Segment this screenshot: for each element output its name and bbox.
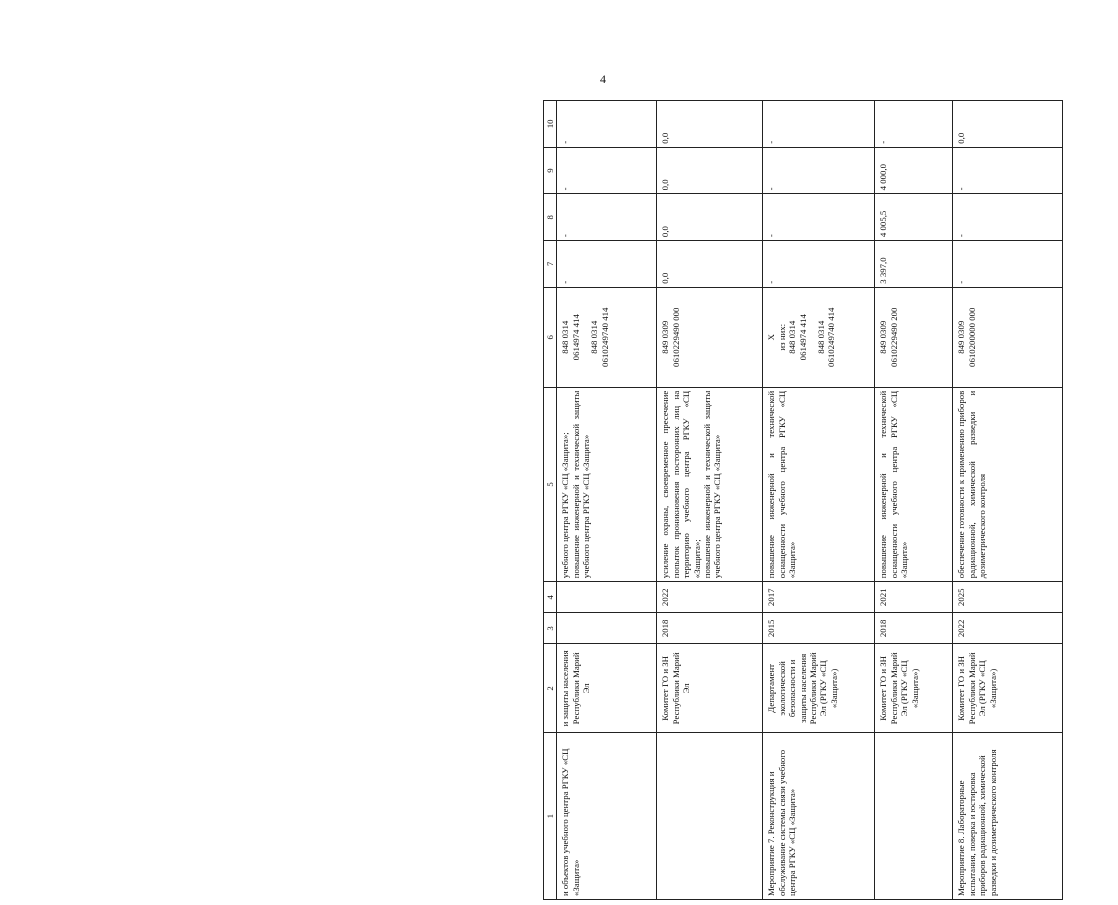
cell-col2: Комитет ГО и ЗН Республики Марий Эл [657,644,763,733]
cell-col8: 0,0 [657,194,763,241]
cell-line: 848 0314 [560,320,571,354]
header-cell: 5 [544,387,557,581]
cell-col9: - [763,147,875,194]
cell-col3: 2015 [763,613,875,644]
cell-col3 [557,613,657,644]
cell-col6 [953,287,1063,387]
cell-line: 848 0314 [787,320,798,354]
table-row [763,101,875,900]
cell-col10: - [763,101,875,148]
cell-col8: - [557,194,657,241]
header-cell: 7 [544,241,557,288]
header-cell: 2 [544,644,557,733]
cell-col8: - [953,194,1063,241]
cell-col4: 2022 [657,582,763,613]
cell-col1: Мероприятие 8. Лабораторные испытания, поверка и юстировка приборов радиационной, химической разведки и дозиметрического контроля [953,733,1063,900]
cell-col2: Департамент экологической безопасности и защиты населения Республики Марий Эл (РГКУ «СЦ «Защита») [763,644,875,733]
cell-col3: 2018 [657,613,763,644]
header-cell: 9 [544,147,557,194]
cell-col2: и защиты населения Республики Марий Эл [557,644,657,733]
cell-col5 [557,387,657,581]
cell-line [808,291,816,384]
cell-line: 849 0309 [956,320,967,354]
cell-col3: 2018 [875,613,953,644]
cell-col10: - [875,101,953,148]
cell-line: повышение инженерной и технической оснащенности учебного центра РГКУ «СЦ «Защита» [878,390,910,579]
header-cell: 6 [544,287,557,387]
cell-line: из них: [776,323,787,351]
cell-line: 0610229490 000 [670,307,681,367]
table-row [557,101,657,900]
cell-line: 849 0309 [660,320,671,354]
cell-line: 0614974 414 [570,314,581,361]
header-row [544,101,557,900]
cell-line: повышение инженерной и технической защиты учебного центра РГКУ «СЦ «Защита» [570,390,592,579]
cell-line: 0610249740 414 [599,307,610,367]
cell-col5 [657,387,763,581]
cell-line: 0610200000 000 [966,307,977,367]
cell-col9: - [557,147,657,194]
cell-col1 [875,733,953,900]
cell-line: повышение инженерной и технической защиты учебного центра РГКУ «СЦ «Защита» [701,390,723,579]
cell-col6 [657,287,763,387]
cell-line: 848 0314 [589,320,600,354]
cell-col2: Комитет ГО и ЗН Республики Марий Эл (РГКУ «СЦ «Защита») [953,644,1063,733]
cell-col1: Мероприятие 7. Реконструкция и обслуживание системы связи учебного центра РГКУ «СЦ «Защита» [763,733,875,900]
cell-col6 [875,287,953,387]
page-number: 4 [600,72,606,86]
cell-line: обеспечение готовности к применению приборов радиационной, химической разведки и дозиметрического контроля [956,390,988,579]
header-cell: 3 [544,613,557,644]
table-row [657,101,763,900]
table-row [875,101,953,900]
cell-col7: 3 397,0 [875,241,953,288]
cell-line: 0610229490 200 [888,307,899,367]
header-cell: 4 [544,582,557,613]
cell-line: усиление охраны, своевременное пресечение попыток проникновения посторонних лиц на территорию учебного центра РГКУ «СЦ «Защита»; [660,390,702,579]
cell-col9: 0,0 [657,147,763,194]
cell-col4: 2021 [875,582,953,613]
cell-line [581,291,589,384]
cell-col10: 0,0 [657,101,763,148]
cell-col9: - [953,147,1063,194]
header-cell: 1 [544,733,557,900]
cell-col5 [875,387,953,581]
cell-col5 [763,387,875,581]
cell-col7: - [763,241,875,288]
cell-col9: 4 000,0 [875,147,953,194]
cell-col3: 2022 [953,613,1063,644]
cell-col2: Комитет ГО и ЗН Республики Марий Эл (РГКУ «СЦ «Защита») [875,644,953,733]
cell-line: 0610249740 414 [826,307,837,367]
header-cell: 10 [544,101,557,148]
cell-col1 [657,733,763,900]
cell-col8: - [763,194,875,241]
cell-col6 [763,287,875,387]
cell-col6 [557,287,657,387]
table-row [953,101,1063,900]
cell-col4 [557,582,657,613]
cell-col7: - [557,241,657,288]
cell-col8: 4 005,5 [875,194,953,241]
cell-col4: 2017 [763,582,875,613]
rotated-page [543,35,1118,900]
cell-col1: и объектов учебного центра РГКУ «СЦ «Защита» [557,733,657,900]
cell-line: учебного центра РГКУ «СЦ «Защита»; [560,432,571,579]
cell-line: повышение инженерной и технической оснащенности учебного центра РГКУ «СЦ «Защита» [766,390,798,579]
cell-col7: 0,0 [657,241,763,288]
cell-col5 [953,387,1063,581]
cell-col10: 0,0 [953,101,1063,148]
header-cell: 8 [544,194,557,241]
cell-line: X [766,334,777,341]
cell-line: 848 0314 [815,320,826,354]
cell-col7: - [953,241,1063,288]
cell-line: 0614974 414 [797,314,808,361]
cell-line: 849 0309 [878,320,889,354]
cell-col4: 2025 [953,582,1063,613]
program-measures-table [543,100,1063,900]
cell-col10: - [557,101,657,148]
